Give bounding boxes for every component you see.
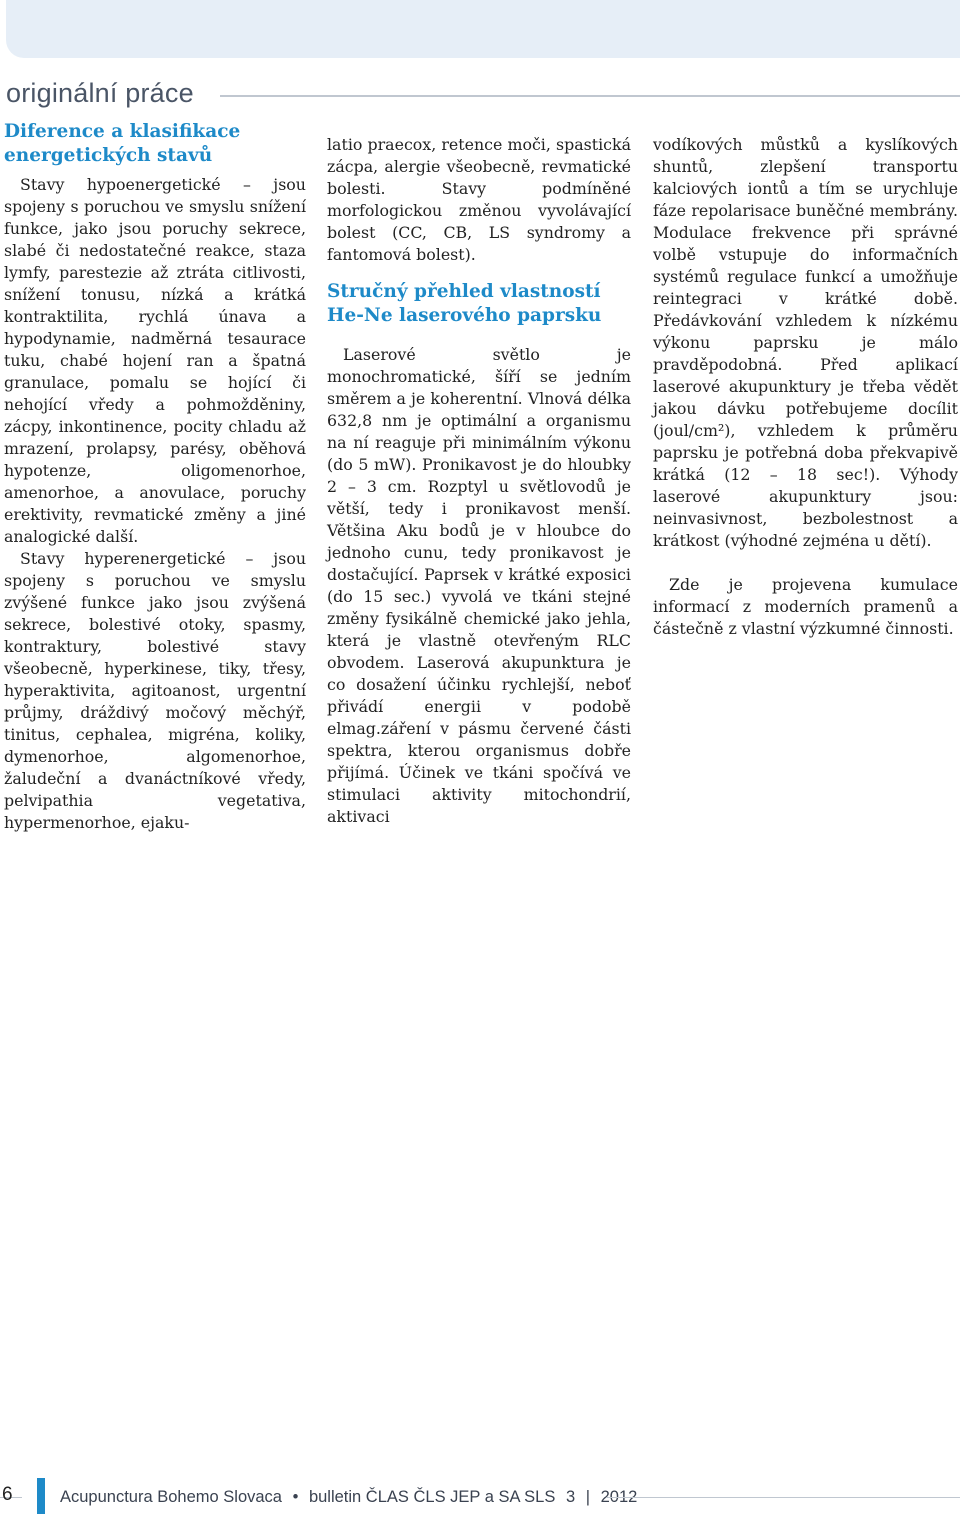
journal-name: Acupunctura Bohemo Slovaca: [60, 1488, 282, 1506]
paragraph-continued: latio praecox, retence moči, spastická zácpa, alergie všeobecně, revmatické bolesti. Stavy podmíněné morfologickou změnou vyvolávající bolest (CC, CB, LS syndromy a fantomová bolest).: [327, 135, 631, 264]
section-label: originální práce: [6, 78, 194, 108]
column-1: [4, 120, 306, 834]
footer-rule-right: [606, 1497, 960, 1498]
paragraph-hypoenergetic: Stavy hypoenergetické – jsou spojeny s poruchou ve smyslu snížení funkce, jako jsou poruchy sekrece, slabé či nedostatečné reakce, staza lymfy, parestezie až ztráta citlivosti, snížení tonusu, nízká a krátká kontraktilita, rychlá únava a hypodynamie, nadměrná tesaurace tuku, chabé hojení ran a špatná granulace, pomalu se hojící či nehojící vředy a pohmožděniny, zácpy, inkontinence, pocity chladu až mrazení, prolapsy, parésy, oběhová hypotenze, oligomenorhoe, amenorhoe, a anovulace, poruchy erektivity, revmatické změny a jiné analogické další.: [4, 175, 306, 546]
footer-journal-info: [60, 1488, 643, 1507]
section-divider: [220, 95, 960, 97]
footer-accent-bar: [37, 1478, 45, 1514]
issue-number: 3: [565, 1488, 576, 1506]
column-2: [327, 134, 631, 828]
paragraph-conclusion: Zde je projevena kumulace informací z moderních pramenů a částečně z vlastní výzkumné činnosti.: [653, 575, 958, 638]
year: 2012: [600, 1488, 638, 1506]
heading-laser-properties: Stručný přehled vlastností He-Ne laserového paprsku: [327, 281, 602, 326]
page-number: 6: [2, 1484, 13, 1505]
paragraph-hyperenergetic: Stavy hyperenergetické – jsou spojeny s poruchou ve smyslu zvýšené funkce jako jsou zvýšená sekrece, bolestivé otoky, spasmy, kontraktury, bolestivé stavy všeobecně, hyperkinese, tiky, třesy, hyperaktivita, agitoanost, urgentní průjmy, dráždivý močový měchýř, tinitus, cephalea, migréna, koliky, dymenorhoe, algomenorhoe, žaludeční a dvanáctníkové vředy, pelvipathia vegetativa, hypermenorhoe, ejaku-: [4, 549, 306, 832]
bulletin-name: bulletin ČLAS ČLS JEP a SA SLS: [308, 1488, 556, 1506]
header-band: [6, 0, 960, 58]
heading-energy-states: Diference a klasifikace energetických stavů: [4, 121, 241, 166]
paragraph-laser-light: Laserové světlo je monochromatické, šíří se jedním směrem a je koherentní. Vlnová délka 632,8 nm je optimální a organismu na ní reaguje při minimálním výkonu (do 5 mW). Pronikavost je do hloubky 2 – 3 cm. Rozptyl u světlovodů je větší, tedy i pronikavost menší. Většina Aku bodů je v hloubce do jednoho cunu, tedy pronikavost je dostačující. Paprsek v krátké exposici (do 15 sec.) vyvolá ve tkáni stejné změny fysikálně chemické jako jehla, která je vlastně otevřeným RLC obvodem. Laserová akupunktura je co dosažení účinku rychlejší, neboť přivádí energii v podobě elmag.záření v pásmu červené části spektra, kterou organismus dobře přijímá. Účinek ve tkáni spočívá ve stimulaci aktivity mitochondrií, aktivaci: [327, 345, 631, 826]
paragraph-laser-effects: vodíkových můstků a kyslíkových shuntů, zlepšení transportu kalciových iontů a tím se urychluje fáze repolarisace buněčné membrány. Modulace frekvence při správné volbě vstupuje do informačních systémů regulace funkcí a umožňuje reintegraci v krátké době. Předávkování vzhledem k nízkému výkonu paprsku je málo pravděpodobná. Před aplikací laserové akupunktury je třeba vědět jakou dávku potřebujeme docílit (joul/cm²), vzhledem k průměru paprsku je potřebná doba překvapivě krátká (12 – 18 sec!). Výhody laserové akupunktury jsou: neinvasivnost, bezbolestnost a krátkost (výhodné zejména u dětí).: [653, 135, 958, 550]
bullet-separator: •: [292, 1488, 299, 1506]
column-3: [653, 134, 958, 640]
pipe-separator: |: [585, 1488, 591, 1506]
